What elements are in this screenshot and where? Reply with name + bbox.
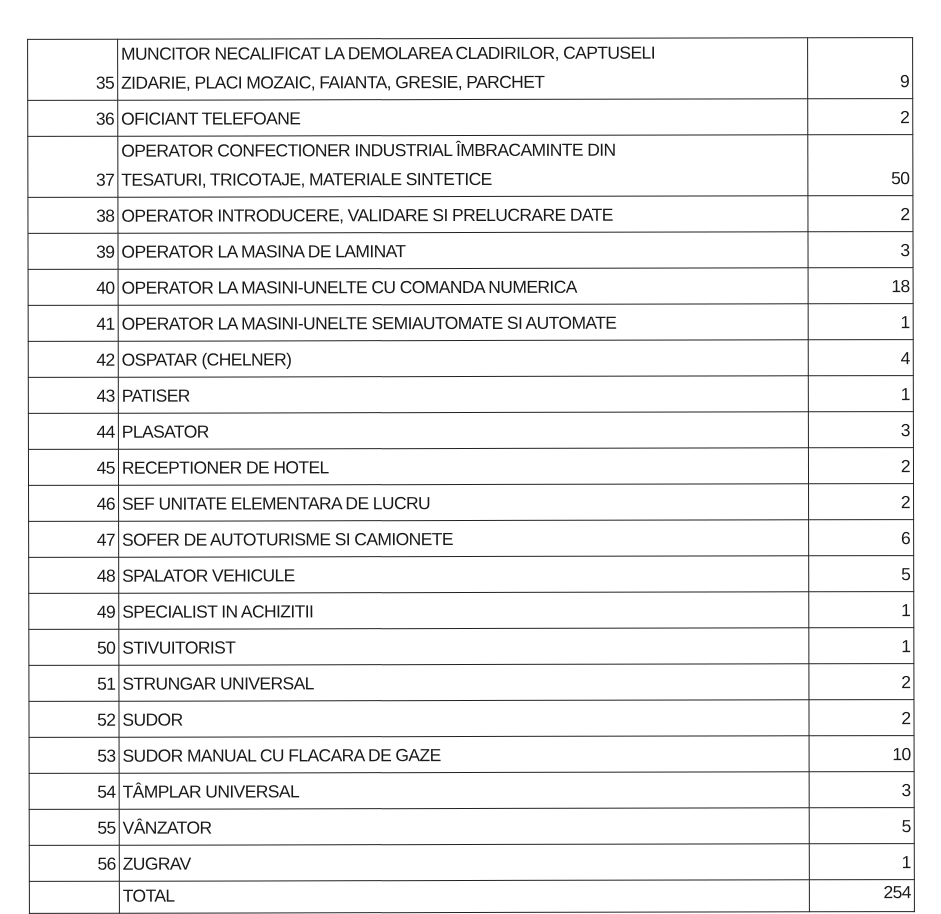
row-number: 52 <box>29 701 119 737</box>
table-row <box>29 484 914 522</box>
table-row <box>28 412 913 450</box>
total-nr-cell <box>29 881 119 913</box>
occupation-name <box>119 772 809 809</box>
occupation-name-line: TESATURI, TRICOTAJE, MATERIALE SINTETICE <box>121 168 492 190</box>
vacancy-count: 1 <box>809 628 914 664</box>
table-row <box>28 232 913 270</box>
vacancy-count: 5 <box>809 556 914 592</box>
vacancy-count: 2 <box>809 448 914 484</box>
occupation-name-line: TÂMPLAR UNIVERSAL <box>122 781 300 802</box>
row-number: 47 <box>29 521 119 557</box>
occupation-name-line: SPALATOR VEHICULE <box>122 565 295 586</box>
table-row <box>29 772 914 810</box>
vacancy-count: 50 <box>808 135 913 196</box>
occupation-name-line: ZIDARIE, PLACI MOZAIC, FAIANTA, GRESIE, PARCHET <box>121 71 545 93</box>
table-row <box>29 664 914 702</box>
row-number: 54 <box>29 773 119 809</box>
occupation-name-line: SPECIALIST IN ACHIZITII <box>122 601 314 622</box>
table-row <box>28 340 913 378</box>
vacancy-count: 18 <box>808 268 913 304</box>
occupation-name-line: ZUGRAV <box>122 853 191 874</box>
table-row <box>29 592 914 630</box>
table-row <box>29 520 914 558</box>
table-row <box>28 448 913 486</box>
vacancy-count: 3 <box>808 412 913 448</box>
occupation-name <box>119 700 809 737</box>
table-row <box>29 808 914 846</box>
table-row <box>28 376 913 414</box>
row-number: 53 <box>29 737 119 773</box>
vacancy-count: 1 <box>808 376 913 412</box>
vacancy-count: 1 <box>809 844 914 880</box>
occupation-name <box>118 412 808 449</box>
occupation-name-line: OPERATOR CONFECTIONER INDUSTRIAL ÎMBRACAMINTE DIN <box>121 139 616 161</box>
occupation-name <box>118 135 808 197</box>
occupation-name-line: STRUNGAR UNIVERSAL <box>122 673 314 694</box>
occupation-name <box>119 556 809 593</box>
vacancy-count: 1 <box>808 304 913 340</box>
table-row <box>29 844 914 882</box>
occupation-name <box>117 38 807 100</box>
occupation-name-line: OPERATOR LA MASINI-UNELTE CU COMANDA NUMERICA <box>121 276 577 298</box>
vacancy-count: 2 <box>808 99 913 135</box>
row-number: 40 <box>28 269 118 305</box>
jobs-table-body <box>28 38 915 882</box>
occupation-name-line: VÂNZATOR <box>122 817 212 838</box>
row-number: 56 <box>29 845 119 881</box>
occupation-name-line: PATISER <box>121 385 190 406</box>
table-row <box>29 736 914 774</box>
occupation-name <box>118 232 808 269</box>
row-number: 46 <box>29 485 119 521</box>
row-number: 44 <box>28 413 118 449</box>
occupation-name <box>118 484 808 521</box>
occupation-name <box>118 340 808 377</box>
table-row <box>28 135 913 198</box>
row-number: 35 <box>28 39 118 100</box>
occupation-name <box>119 628 809 665</box>
occupation-name-line: RECEPTIONER DE HOTEL <box>121 457 329 478</box>
table-row <box>29 628 914 666</box>
table-row <box>28 196 913 234</box>
row-number: 50 <box>29 629 119 665</box>
row-number: 36 <box>28 100 118 136</box>
vacancy-count: 2 <box>809 484 914 520</box>
jobs-table <box>27 37 915 914</box>
row-number: 48 <box>29 557 119 593</box>
row-number: 39 <box>28 233 118 269</box>
total-row <box>29 880 914 914</box>
vacancy-count: 6 <box>809 520 914 556</box>
occupation-name <box>119 736 809 773</box>
vacancy-count: 2 <box>809 700 914 736</box>
vacancy-count: 2 <box>809 664 914 700</box>
occupation-name <box>118 99 808 136</box>
occupation-name-line: SEF UNITATE ELEMENTARA DE LUCRU <box>121 493 431 514</box>
occupation-name-line: OFICIANT TELEFOANE <box>121 108 301 129</box>
occupation-name-line: OPERATOR INTRODUCERE, VALIDARE SI PRELUCRARE DATE <box>121 204 613 226</box>
occupation-name <box>118 196 808 233</box>
row-number: 38 <box>28 197 118 233</box>
row-number: 37 <box>28 136 118 197</box>
table-row <box>29 700 914 738</box>
occupation-name-line: OPERATOR LA MASINI-UNELTE SEMIAUTOMATE SI AUTOMATE <box>121 312 617 334</box>
vacancy-count: 3 <box>808 232 913 268</box>
occupation-name-line: OSPATAR (CHELNER) <box>121 349 292 370</box>
occupation-name <box>118 268 808 305</box>
occupation-name-line: MUNCITOR NECALIFICAT LA DEMOLAREA CLADIRILOR, CAPTUSELI <box>120 42 655 64</box>
occupation-name <box>119 808 809 845</box>
row-number: 42 <box>28 341 118 377</box>
vacancy-count: 4 <box>808 340 913 376</box>
table-row <box>28 99 913 137</box>
occupation-name <box>118 304 808 341</box>
row-number: 43 <box>28 377 118 413</box>
occupation-name-line: OPERATOR LA MASINA DE LAMINAT <box>121 241 406 262</box>
occupation-name <box>118 376 808 413</box>
occupation-name-line: SOFER DE AUTOTURISME SI CAMIONETE <box>122 529 453 550</box>
occupation-name-line: STIVUITORIST <box>122 637 236 658</box>
table-row <box>29 556 914 594</box>
row-number: 51 <box>29 665 119 701</box>
total-count: 254 <box>809 880 914 912</box>
vacancy-count: 3 <box>809 772 914 808</box>
vacancy-count: 9 <box>808 38 913 99</box>
occupation-name <box>119 592 809 629</box>
occupation-name <box>119 844 809 881</box>
occupation-name-line: SUDOR MANUAL CU FLACARA DE GAZE <box>122 745 441 766</box>
table-row <box>28 268 913 306</box>
row-number: 41 <box>28 305 118 341</box>
occupation-name-line: PLASATOR <box>121 421 209 442</box>
table-row <box>28 304 913 342</box>
vacancy-count: 1 <box>809 592 914 628</box>
occupation-name <box>118 520 808 557</box>
occupation-name <box>119 664 809 701</box>
occupation-name <box>118 448 808 485</box>
occupation-name-line: SUDOR <box>122 709 183 730</box>
vacancy-count: 10 <box>809 736 914 772</box>
table-row <box>28 38 913 101</box>
row-number: 45 <box>28 449 118 485</box>
vacancy-count: 5 <box>809 808 914 844</box>
row-number: 49 <box>29 593 119 629</box>
vacancy-count: 2 <box>808 196 913 232</box>
row-number: 55 <box>29 809 119 845</box>
total-label: TOTAL <box>119 880 809 913</box>
